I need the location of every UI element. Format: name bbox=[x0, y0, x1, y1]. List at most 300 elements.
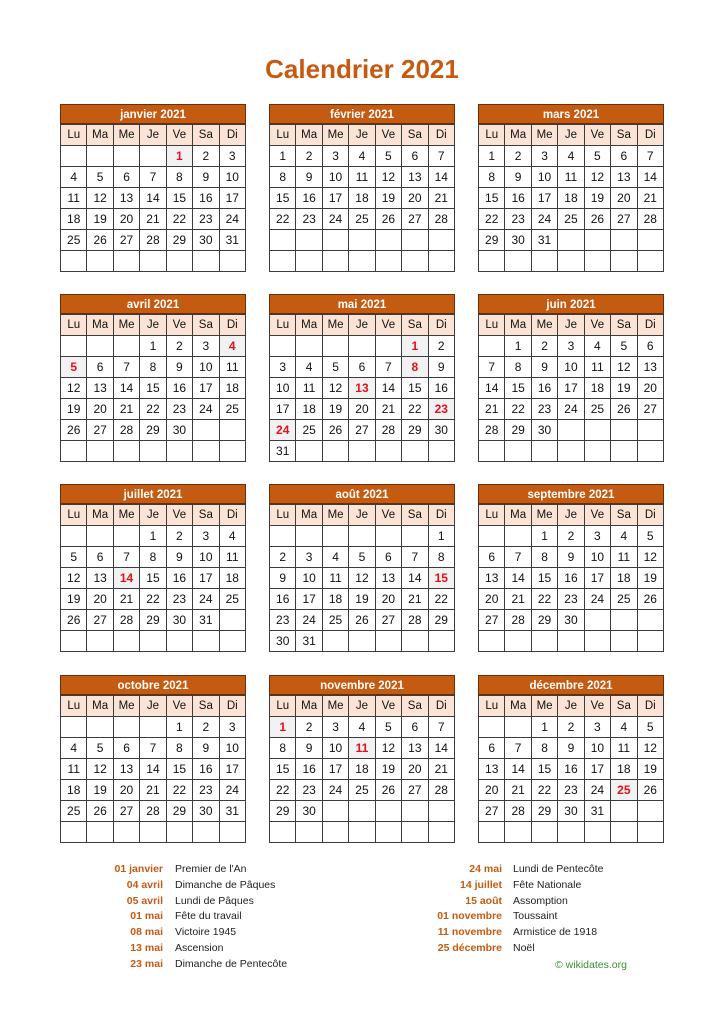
day-cell: 5 bbox=[375, 717, 401, 738]
day-cell: 18 bbox=[349, 188, 375, 209]
day-cell: 26 bbox=[611, 399, 637, 420]
weekday-header: Me bbox=[113, 696, 139, 717]
day-cell: 26 bbox=[61, 420, 87, 441]
day-cell: 10 bbox=[584, 547, 610, 568]
day-cell: 16 bbox=[166, 568, 192, 589]
day-cell: 26 bbox=[349, 610, 375, 631]
day-cell: 19 bbox=[375, 759, 401, 780]
weekday-header: Je bbox=[140, 696, 166, 717]
day-cell: 30 bbox=[558, 610, 584, 631]
holiday-day-cell: 23 bbox=[428, 399, 454, 420]
weekday-header: Sa bbox=[193, 315, 219, 336]
day-cell: 27 bbox=[479, 610, 505, 631]
weekday-header: Di bbox=[637, 696, 663, 717]
day-cell: 21 bbox=[505, 780, 531, 801]
day-cell: 10 bbox=[558, 357, 584, 378]
holiday-name: Armistice de 1918 bbox=[513, 926, 598, 939]
day-cell: 21 bbox=[140, 209, 166, 230]
day-cell: 20 bbox=[637, 378, 663, 399]
day-cell: 25 bbox=[349, 209, 375, 230]
day-cell: 3 bbox=[270, 357, 296, 378]
day-cell: 17 bbox=[584, 759, 610, 780]
day-cell: 21 bbox=[140, 780, 166, 801]
day-cell: 22 bbox=[140, 399, 166, 420]
day-cell: 29 bbox=[479, 230, 505, 251]
day-cell: 28 bbox=[140, 801, 166, 822]
day-cell: 31 bbox=[270, 441, 296, 462]
weekday-header: Di bbox=[637, 505, 663, 526]
weekday-header: Sa bbox=[402, 505, 428, 526]
day-cell: 13 bbox=[375, 568, 401, 589]
day-cell: 30 bbox=[558, 801, 584, 822]
page-title: Calendrier 2021 bbox=[265, 54, 459, 84]
weekday-header: Ve bbox=[584, 315, 610, 336]
day-cell: 13 bbox=[113, 188, 139, 209]
weekday-header: Sa bbox=[611, 505, 637, 526]
day-cell: 29 bbox=[166, 230, 192, 251]
day-cell: 14 bbox=[428, 167, 454, 188]
weekday-header: Di bbox=[637, 315, 663, 336]
day-cell: 8 bbox=[166, 167, 192, 188]
day-cell: 5 bbox=[349, 547, 375, 568]
day-cell: 26 bbox=[61, 610, 87, 631]
day-cell: 13 bbox=[402, 738, 428, 759]
holiday-date: 13 mai bbox=[130, 942, 163, 954]
day-cell: 22 bbox=[140, 589, 166, 610]
day-cell: 12 bbox=[87, 188, 113, 209]
holiday-day-cell: 11 bbox=[349, 738, 375, 759]
day-cell: 2 bbox=[193, 717, 219, 738]
day-cell: 25 bbox=[584, 399, 610, 420]
day-cell: 13 bbox=[611, 167, 637, 188]
day-cell: 3 bbox=[193, 526, 219, 547]
day-cell: 11 bbox=[349, 167, 375, 188]
day-cell: 18 bbox=[296, 399, 322, 420]
holiday-date: 24 mai bbox=[469, 863, 502, 875]
day-cell: 23 bbox=[558, 780, 584, 801]
day-cell: 29 bbox=[140, 610, 166, 631]
weekday-header: Ma bbox=[505, 315, 531, 336]
day-cell: 21 bbox=[428, 759, 454, 780]
day-cell: 15 bbox=[270, 188, 296, 209]
day-cell: 22 bbox=[402, 399, 428, 420]
day-cell: 23 bbox=[531, 399, 557, 420]
day-cell: 19 bbox=[375, 188, 401, 209]
month-header: août 2021 bbox=[269, 484, 455, 504]
holiday-item bbox=[0, 908, 724, 924]
day-cell: 19 bbox=[611, 378, 637, 399]
day-cell: 14 bbox=[402, 568, 428, 589]
weekday-header: Ma bbox=[87, 125, 113, 146]
day-cell: 21 bbox=[113, 399, 139, 420]
holiday-name: Assomption bbox=[513, 894, 568, 907]
day-cell: 22 bbox=[270, 780, 296, 801]
weekday-header: Ve bbox=[584, 125, 610, 146]
day-cell: 19 bbox=[87, 780, 113, 801]
holiday-date: 25 décembre bbox=[437, 942, 502, 954]
day-cell: 8 bbox=[166, 738, 192, 759]
day-cell: 17 bbox=[531, 188, 557, 209]
day-cell: 8 bbox=[140, 547, 166, 568]
weekday-header: Me bbox=[322, 125, 348, 146]
day-cell: 28 bbox=[113, 420, 139, 441]
day-cell: 21 bbox=[505, 589, 531, 610]
day-cell: 10 bbox=[219, 738, 245, 759]
day-cell: 17 bbox=[558, 378, 584, 399]
day-cell: 31 bbox=[219, 230, 245, 251]
day-cell: 20 bbox=[479, 780, 505, 801]
day-cell: 24 bbox=[322, 780, 348, 801]
day-cell: 4 bbox=[219, 526, 245, 547]
weekday-header: Sa bbox=[193, 505, 219, 526]
day-cell: 11 bbox=[611, 738, 637, 759]
day-cell: 8 bbox=[505, 357, 531, 378]
day-cell: 28 bbox=[637, 209, 663, 230]
day-cell: 19 bbox=[637, 568, 663, 589]
day-cell: 18 bbox=[219, 378, 245, 399]
day-cell: 11 bbox=[611, 547, 637, 568]
weekday-header: Lu bbox=[61, 505, 87, 526]
holiday-item bbox=[0, 924, 724, 940]
day-cell: 26 bbox=[637, 589, 663, 610]
day-cell: 18 bbox=[558, 188, 584, 209]
day-cell: 16 bbox=[505, 188, 531, 209]
day-cell: 1 bbox=[140, 336, 166, 357]
day-cell: 7 bbox=[113, 547, 139, 568]
month-header: janvier 2021 bbox=[60, 104, 246, 124]
day-cell: 18 bbox=[219, 568, 245, 589]
day-cell: 6 bbox=[637, 336, 663, 357]
weekday-header: Lu bbox=[479, 505, 505, 526]
day-cell: 22 bbox=[505, 399, 531, 420]
day-cell: 15 bbox=[140, 378, 166, 399]
day-cell: 20 bbox=[113, 780, 139, 801]
day-cell: 5 bbox=[61, 547, 87, 568]
day-cell: 25 bbox=[349, 780, 375, 801]
holiday-name: Dimanche de Pâques bbox=[175, 878, 276, 891]
day-cell: 16 bbox=[296, 759, 322, 780]
day-cell: 29 bbox=[166, 801, 192, 822]
day-cell: 30 bbox=[166, 420, 192, 441]
month-header: avril 2021 bbox=[60, 294, 246, 314]
day-cell: 17 bbox=[270, 399, 296, 420]
weekday-header: Lu bbox=[61, 125, 87, 146]
weekday-header: Ma bbox=[296, 505, 322, 526]
holiday-item bbox=[0, 861, 724, 877]
day-cell: 25 bbox=[219, 399, 245, 420]
day-cell: 2 bbox=[193, 146, 219, 167]
day-cell: 24 bbox=[531, 209, 557, 230]
day-cell: 27 bbox=[402, 780, 428, 801]
weekday-header: Lu bbox=[270, 505, 296, 526]
holiday-item bbox=[0, 893, 724, 909]
holiday-day-cell: 1 bbox=[270, 717, 296, 738]
day-cell: 1 bbox=[166, 717, 192, 738]
day-cell: 12 bbox=[611, 357, 637, 378]
day-cell: 22 bbox=[270, 209, 296, 230]
day-cell: 10 bbox=[322, 738, 348, 759]
day-cell: 8 bbox=[270, 738, 296, 759]
day-cell: 17 bbox=[322, 188, 348, 209]
day-cell: 9 bbox=[193, 738, 219, 759]
weekday-header: Ma bbox=[505, 125, 531, 146]
day-cell: 28 bbox=[140, 230, 166, 251]
day-cell: 26 bbox=[87, 230, 113, 251]
day-cell: 27 bbox=[611, 209, 637, 230]
weekday-header: Ve bbox=[375, 505, 401, 526]
day-cell: 29 bbox=[531, 610, 557, 631]
day-cell: 18 bbox=[61, 780, 87, 801]
day-cell: 25 bbox=[611, 589, 637, 610]
day-cell: 16 bbox=[166, 378, 192, 399]
holiday-item bbox=[0, 940, 724, 956]
day-cell: 13 bbox=[87, 378, 113, 399]
holiday-day-cell: 8 bbox=[402, 357, 428, 378]
day-cell: 10 bbox=[584, 738, 610, 759]
day-cell: 18 bbox=[611, 568, 637, 589]
day-cell: 26 bbox=[322, 420, 348, 441]
day-cell: 2 bbox=[270, 547, 296, 568]
day-cell: 3 bbox=[296, 547, 322, 568]
weekday-header: Me bbox=[113, 125, 139, 146]
weekday-header: Lu bbox=[479, 696, 505, 717]
day-cell: 10 bbox=[219, 167, 245, 188]
day-cell: 31 bbox=[219, 801, 245, 822]
day-cell: 17 bbox=[219, 759, 245, 780]
weekday-header: Je bbox=[558, 696, 584, 717]
holiday-date: 15 août bbox=[465, 894, 502, 907]
holiday-day-cell: 1 bbox=[166, 146, 192, 167]
day-cell: 12 bbox=[637, 547, 663, 568]
day-cell: 1 bbox=[270, 146, 296, 167]
holiday-name: Lundi de Pentecôte bbox=[513, 863, 604, 875]
day-cell: 28 bbox=[505, 610, 531, 631]
day-cell: 14 bbox=[637, 167, 663, 188]
holiday-date: 01 janvier bbox=[114, 863, 163, 875]
day-cell: 19 bbox=[61, 589, 87, 610]
day-cell: 22 bbox=[166, 209, 192, 230]
day-cell: 18 bbox=[61, 209, 87, 230]
day-cell: 31 bbox=[584, 801, 610, 822]
day-cell: 23 bbox=[270, 610, 296, 631]
day-cell: 18 bbox=[322, 589, 348, 610]
weekday-header: Je bbox=[349, 125, 375, 146]
day-cell: 17 bbox=[322, 759, 348, 780]
day-cell: 8 bbox=[531, 547, 557, 568]
day-cell: 21 bbox=[402, 589, 428, 610]
weekday-header: Ve bbox=[166, 125, 192, 146]
day-cell: 23 bbox=[166, 399, 192, 420]
day-cell: 27 bbox=[87, 610, 113, 631]
day-cell: 30 bbox=[296, 801, 322, 822]
day-cell: 23 bbox=[296, 780, 322, 801]
month-header: septembre 2021 bbox=[478, 484, 664, 504]
day-cell: 27 bbox=[113, 230, 139, 251]
day-cell: 9 bbox=[296, 167, 322, 188]
weekday-header: Sa bbox=[611, 125, 637, 146]
day-cell: 23 bbox=[505, 209, 531, 230]
weekday-header: Me bbox=[322, 696, 348, 717]
day-cell: 11 bbox=[219, 547, 245, 568]
day-cell: 31 bbox=[193, 610, 219, 631]
day-cell: 17 bbox=[193, 568, 219, 589]
day-cell: 3 bbox=[322, 717, 348, 738]
day-cell: 17 bbox=[219, 188, 245, 209]
day-cell: 26 bbox=[375, 780, 401, 801]
weekday-header: Ve bbox=[584, 505, 610, 526]
day-cell: 30 bbox=[505, 230, 531, 251]
weekday-header: Lu bbox=[270, 696, 296, 717]
day-cell: 14 bbox=[428, 738, 454, 759]
day-cell: 24 bbox=[322, 209, 348, 230]
month-header: juin 2021 bbox=[478, 294, 664, 314]
day-cell: 24 bbox=[193, 589, 219, 610]
month-header: octobre 2021 bbox=[60, 675, 246, 695]
day-cell: 16 bbox=[531, 378, 557, 399]
day-cell: 13 bbox=[479, 568, 505, 589]
day-cell: 25 bbox=[61, 801, 87, 822]
weekday-header: Ma bbox=[87, 315, 113, 336]
day-cell: 11 bbox=[61, 759, 87, 780]
month-header: décembre 2021 bbox=[478, 675, 664, 695]
day-cell: 3 bbox=[193, 336, 219, 357]
weekday-header: Ve bbox=[166, 315, 192, 336]
day-cell: 14 bbox=[479, 378, 505, 399]
day-cell: 9 bbox=[296, 738, 322, 759]
holiday-day-cell: 14 bbox=[113, 568, 139, 589]
holiday-name: Lundi de Pâques bbox=[175, 894, 254, 907]
weekday-header: Je bbox=[349, 696, 375, 717]
day-cell: 27 bbox=[479, 801, 505, 822]
day-cell: 17 bbox=[584, 568, 610, 589]
day-cell: 10 bbox=[193, 547, 219, 568]
day-cell: 12 bbox=[375, 738, 401, 759]
weekday-header: Je bbox=[349, 505, 375, 526]
month-header: mai 2021 bbox=[269, 294, 455, 314]
holiday-date: 14 juillet bbox=[459, 878, 502, 891]
weekday-header: Lu bbox=[270, 125, 296, 146]
day-cell: 27 bbox=[87, 420, 113, 441]
weekday-header: Di bbox=[219, 696, 245, 717]
holiday-day-cell: 24 bbox=[270, 420, 296, 441]
day-cell: 30 bbox=[428, 420, 454, 441]
day-cell: 24 bbox=[558, 399, 584, 420]
day-cell: 21 bbox=[375, 399, 401, 420]
day-cell: 4 bbox=[322, 547, 348, 568]
weekday-header: Lu bbox=[61, 696, 87, 717]
day-cell: 23 bbox=[558, 589, 584, 610]
day-cell: 6 bbox=[87, 357, 113, 378]
day-cell: 2 bbox=[296, 717, 322, 738]
day-cell: 12 bbox=[637, 738, 663, 759]
day-cell: 13 bbox=[87, 568, 113, 589]
weekday-header: Je bbox=[558, 315, 584, 336]
day-cell: 16 bbox=[296, 188, 322, 209]
day-cell: 28 bbox=[402, 610, 428, 631]
day-cell: 28 bbox=[375, 420, 401, 441]
day-cell: 15 bbox=[531, 759, 557, 780]
weekday-header: Ve bbox=[375, 315, 401, 336]
weekday-header: Di bbox=[428, 505, 454, 526]
weekday-header: Sa bbox=[611, 315, 637, 336]
day-cell: 2 bbox=[558, 526, 584, 547]
day-cell: 20 bbox=[113, 209, 139, 230]
day-cell: 5 bbox=[637, 526, 663, 547]
day-cell: 3 bbox=[531, 146, 557, 167]
day-cell: 4 bbox=[611, 717, 637, 738]
day-cell: 2 bbox=[428, 336, 454, 357]
day-cell: 25 bbox=[61, 230, 87, 251]
day-cell: 27 bbox=[402, 209, 428, 230]
day-cell: 24 bbox=[584, 780, 610, 801]
day-cell: 3 bbox=[584, 717, 610, 738]
day-cell: 19 bbox=[322, 399, 348, 420]
day-cell: 18 bbox=[349, 759, 375, 780]
holiday-day-cell: 13 bbox=[349, 378, 375, 399]
day-cell: 21 bbox=[637, 188, 663, 209]
day-cell: 28 bbox=[505, 801, 531, 822]
weekday-header: Ve bbox=[166, 696, 192, 717]
day-cell: 9 bbox=[531, 357, 557, 378]
day-cell: 5 bbox=[375, 146, 401, 167]
day-cell: 28 bbox=[428, 780, 454, 801]
day-cell: 13 bbox=[637, 357, 663, 378]
day-cell: 9 bbox=[270, 568, 296, 589]
day-cell: 5 bbox=[584, 146, 610, 167]
day-cell: 25 bbox=[558, 209, 584, 230]
weekday-header: Di bbox=[219, 125, 245, 146]
day-cell: 20 bbox=[402, 759, 428, 780]
weekday-header: Sa bbox=[402, 125, 428, 146]
day-cell: 6 bbox=[402, 717, 428, 738]
weekday-header: Ma bbox=[505, 696, 531, 717]
day-cell: 23 bbox=[166, 589, 192, 610]
day-cell: 1 bbox=[531, 717, 557, 738]
weekday-header: Me bbox=[113, 315, 139, 336]
day-cell: 14 bbox=[505, 568, 531, 589]
day-cell: 28 bbox=[479, 420, 505, 441]
day-cell: 2 bbox=[531, 336, 557, 357]
day-cell: 27 bbox=[349, 420, 375, 441]
day-cell: 5 bbox=[87, 738, 113, 759]
weekday-header: Ve bbox=[375, 696, 401, 717]
day-cell: 26 bbox=[375, 209, 401, 230]
day-cell: 1 bbox=[479, 146, 505, 167]
day-cell: 12 bbox=[349, 568, 375, 589]
day-cell: 6 bbox=[349, 357, 375, 378]
day-cell: 22 bbox=[531, 589, 557, 610]
day-cell: 15 bbox=[531, 568, 557, 589]
holiday-date: 08 mai bbox=[130, 926, 163, 939]
weekday-header: Sa bbox=[402, 315, 428, 336]
day-cell: 28 bbox=[428, 209, 454, 230]
holiday-name: Toussaint bbox=[513, 910, 558, 923]
day-cell: 1 bbox=[428, 526, 454, 547]
day-cell: 11 bbox=[584, 357, 610, 378]
day-cell: 6 bbox=[375, 547, 401, 568]
day-cell: 23 bbox=[193, 209, 219, 230]
day-cell: 7 bbox=[140, 167, 166, 188]
holiday-name: Fête Nationale bbox=[513, 878, 582, 891]
day-cell: 22 bbox=[531, 780, 557, 801]
day-cell: 8 bbox=[428, 547, 454, 568]
day-cell: 1 bbox=[140, 526, 166, 547]
day-cell: 14 bbox=[140, 759, 166, 780]
day-cell: 5 bbox=[87, 167, 113, 188]
holiday-date: 11 novembre bbox=[437, 926, 502, 939]
day-cell: 13 bbox=[113, 759, 139, 780]
weekday-header: Ve bbox=[375, 125, 401, 146]
